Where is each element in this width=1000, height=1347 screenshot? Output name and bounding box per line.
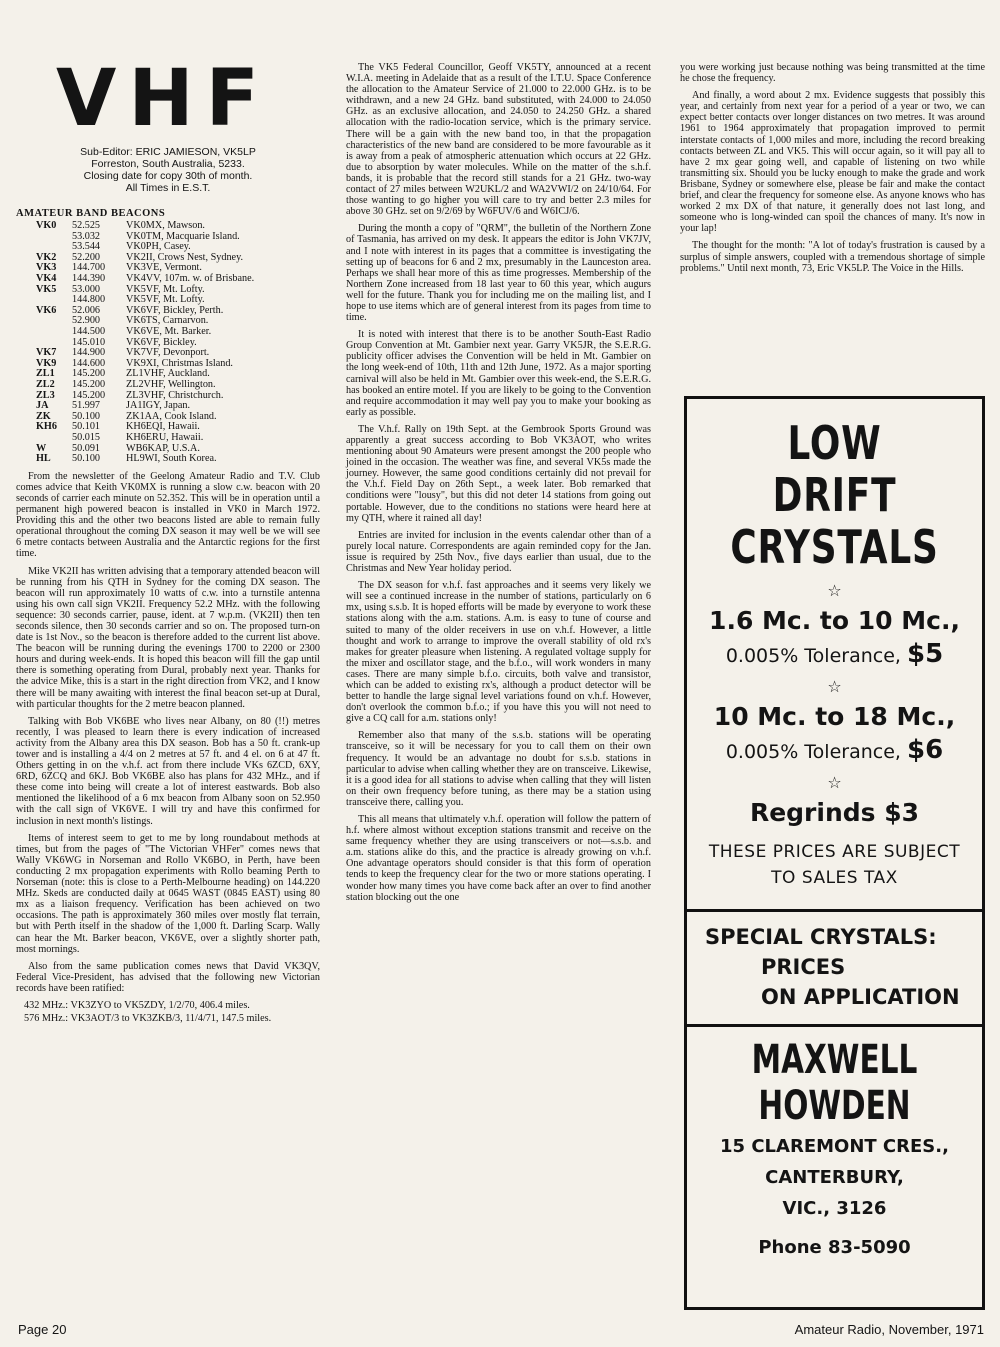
star-icon: ☆: [827, 773, 842, 792]
beacon-prefix: KH6: [36, 421, 57, 433]
ad-price-2: $6: [907, 735, 944, 765]
star-icon: ☆: [827, 581, 842, 600]
subeditor-block: [16, 146, 320, 194]
star-icon: ☆: [827, 677, 842, 696]
ad-address-3: VIC., 3126: [782, 1198, 887, 1219]
ad-special-block: [687, 912, 982, 1024]
subeditor-line: All Times in E.S.T.: [125, 182, 211, 194]
beacon-station: VK6TS, Carnarvon.: [126, 315, 209, 327]
article-paragraph: The VK5 Federal Councillor, Geoff VK5TY, announced at a recent W.I.A. meeting in Adelaide that as a result of the I.T.U. Space Conference the allocation to the Amateur Service of 21.000 to 22.000 GHz. is to be withdrawn, and a new 24 GHz. band substituted, with 24.000 to 24.050 GHz. as an exclusive allocation, and 24.050 to 24.250 GHz. a shared allocation with the radio-location service, which is the primary service. There will be a gain with the new band too, in that the propagation characteristics of the new band are considered to be more favourable as it is away from a peak of atmospheric attenuation which occurs at 22 GHz. due to absorption by water molecules. While on the matter of the s.h.f. bands, it is probable that the record still stands for a 21 GHz. two-way contact of 27 miles between W2UKL/2 and WA2VWI/2 on 24/10/64. For those wanting to go higher you will care to try and better 2.3 miles for above 30 GHz. set on 9/2/69 by W6FUV/6 and W6ICJ/6.: [346, 62, 651, 218]
ad-phone: Phone 83-5090: [758, 1237, 911, 1258]
ad-tolerance-2: [687, 735, 982, 765]
beacon-station: VK4VV, 107m. w. of Brisbane.: [126, 273, 255, 285]
beacon-prefix: VK7: [36, 347, 57, 359]
column-3: [680, 62, 985, 280]
ad-price-1: $5: [907, 639, 944, 669]
beacon-frequency: 53.000: [72, 283, 101, 295]
record-item: 576 MHz.: VK3AOT/3 to VK3ZKB/3, 11/4/71, 147.5 miles.: [24, 1013, 272, 1025]
ad-tax-note-2: TO SALES TAX: [771, 868, 898, 888]
beacon-station: ZL2VHF, Wellington.: [126, 379, 216, 390]
beacon-station: VK6VF, Bickley, Perth.: [126, 304, 224, 316]
ad-special-line: SPECIAL CRYSTALS:: [705, 925, 937, 949]
beacon-station: VK5VF, Mt. Lofty.: [126, 294, 205, 306]
article-paragraph: Talking with Bob VK6BE who lives near Albany, on 80 (!!) metres recently, I was pleased to learn there is every indication of increased activity from the Albany area this DX season. Bob has a 50 ft. crank-up tower and is installing a 4/4 on 2 metres at 57 ft. and 4 el. on 6 at 47 ft. Others getting in on the v.h.f. act from there include VKs 6ZCD, 6XY, 6RD, 6ZCQ and 6KJ. Bob VK6BE also has plans for 432 MHz., and if these come into being will create a lot of interest eastwards. Bob also mentioned the likelihood of a 6 mx beacon from Albany soon on 52.950 with the call sign of VK6VE. I will try and have this confirmed for inclusion in next month's listings.: [16, 715, 320, 827]
beacon-frequency: 144.700: [72, 262, 106, 274]
magazine-issue: Amateur Radio, November, 1971: [794, 1322, 984, 1337]
column-2: [346, 62, 651, 909]
beacon-station: VK0MX, Mawson.: [126, 220, 205, 232]
beacon-frequency: 52.200: [72, 251, 101, 263]
beacon-prefix: JA: [36, 400, 49, 412]
ad-regrinds: Regrinds $3: [749, 798, 920, 827]
beacon-frequency: 52.006: [72, 304, 101, 316]
beacon-frequency: 145.200: [72, 379, 106, 390]
article-paragraph: The V.h.f. Rally on 19th Sept. at the Gembrook Sports Ground was apparently a great success according to Bob VK3AOT, who writes mentioning about 90 Amateurs were present amongst the 200 people who joined in the occasion. The weather was fine, and several VK5s made the journey. However, the same good conditions certainly did not prevail for the V.h.f. Field Day on 26th Sept., a week later. Bob remarked that conditions were "lousy", but this did not deter 14 stations from going out portable. However, due to the conditions no stations were heard here at my QTH, where it rained all day!: [346, 423, 651, 524]
ad-range-1: 1.6 Mc. to 10 Mc.,: [709, 606, 960, 635]
crystals-advertisement: [684, 396, 985, 1310]
beacon-frequency: 145.200: [72, 368, 106, 380]
beacon-frequency: 144.390: [72, 273, 106, 285]
beacon-frequency: 145.200: [72, 389, 106, 401]
column-1: [16, 54, 320, 1026]
beacon-frequency: 144.800: [72, 294, 106, 306]
beacon-station: VK2II, Crows Nest, Sydney.: [126, 251, 244, 263]
ad-divider: [687, 1024, 982, 1027]
beacon-frequency: 50.101: [72, 421, 101, 433]
beacon-frequency: 144.500: [72, 326, 106, 338]
beacon-frequency: 52.525: [72, 220, 101, 232]
ad-range-2: 10 Mc. to 18 Mc.,: [713, 702, 956, 731]
page-number: Page 20: [18, 1322, 67, 1337]
beacon-prefix: ZL3: [36, 389, 55, 401]
article-paragraph: Mike VK2II has written advising that a temporary attended beacon will be running from his QTH in Sydney for the coming DX season. The beacon will run approximately 10 watts of c.w. into a turnstile antenna using his own call sign VK2II. Frequency 52.2 MHz. with the following sequence: 30 seconds carrier, pause, ident. at 7 w.p.m. (VK2II) then ten seconds silence, then 30 seconds carrier and so on. The proposed turn-on date is 1st Nov., so the beacon is therefore added to the current list above. The beacon will be running during the evenings 1700 to 2200 or 2300 hours and during week-ends. It is hoped this beacon will fill the gap until there is something operating from Dural, probably next year. Thanks for the advice Mike, this is a start in the right direction from VK2, and I know there will be many awaiting with interest the final beacon set-up at Dural, with particular thoughts for the 2 metre beacon planned.: [16, 565, 320, 710]
ad-special-line: ON APPLICATION: [761, 985, 960, 1009]
beacons-table: [36, 221, 260, 465]
article-paragraph: The thought for the month: "A lot of today's frustration is caused by a surplus of simple answers, coupled with a tremendous shortage of simple problems." Until next month, 73, Eric VK5LP. The Voice in the Hills.: [680, 240, 985, 274]
beacon-frequency: 50.015: [72, 431, 101, 443]
beacon-prefix: [36, 316, 72, 327]
article-paragraph: you were working just because nothing was being transmitted at the time he chose the frequency.: [680, 62, 985, 85]
records-list: [24, 1000, 320, 1024]
ad-tolerance-1: [687, 639, 982, 669]
beacon-frequency: 50.100: [72, 410, 101, 422]
record-item: 432 MHz.: VK3ZYO to VK5ZDY, 1/2/70, 406.4 miles.: [24, 999, 250, 1011]
beacon-frequency: 144.600: [72, 357, 106, 369]
ad-headline-1: LOW DRIFT: [772, 416, 897, 522]
beacon-prefix: HL: [36, 453, 51, 465]
beacon-station: KH6EQI, Hawaii.: [126, 421, 200, 433]
beacon-station: WB6KAP, U.S.A.: [126, 442, 200, 454]
beacon-prefix: ZL1: [36, 368, 55, 380]
ad-tax-note-1: THESE PRICES ARE SUBJECT: [708, 842, 961, 862]
article-paragraph: It is noted with interest that there is to be another South-East Radio Group Convention at Mt. Gambier next year. Garry VK5JR, the S.E.R.G. publicity officer advises the Convention will be held in Mt. Gambier on the long week-end of 10th, 11th and 12th June, 1972. As a major sporting carnival will also be held in Mt. Gambier over this week-end, the S.E.R.G. has booked an entire motel. If you are likely to be going to the Convention and require accommodation it may well pay you to make your booking as early as possible.: [346, 329, 651, 418]
beacon-prefix: [36, 433, 72, 444]
article-paragraph: This all means that ultimately v.h.f. operation will follow the pattern of h.f. where almost without exception stations transmit and receive on the same frequency whether they are using transceivers or not—s.s.b. and a.m. stations alike do this, and the practice is already growing on v.h.f. One advantage operators should consider is that this form of operation tends to keep the frequency clear for the two or more stations operating. I wonder how many times you have come back after an over to find another station blocking out the one: [346, 814, 651, 903]
beacon-station: ZL1VHF, Auckland.: [126, 368, 210, 380]
beacon-frequency: 145.010: [72, 336, 106, 348]
beacon-station: ZL3VHF, Christchurch.: [126, 389, 224, 401]
beacon-station: VK5VF, Mt. Lofty.: [126, 283, 205, 295]
beacon-station: VK6VE, Mt. Barker.: [126, 326, 212, 338]
beacon-station: VK0TM, Macquarie Island.: [126, 230, 240, 242]
column-3-text: [680, 62, 985, 274]
column-2-text: [346, 62, 651, 903]
article-paragraph: Items of interest seem to get to me by long roundabout methods at times, but from the pages of "The Victorian VHFer" comes news that Wally VK6WG in Norseman and Rollo VK6BO, in Perth, have been conducting 2 mx propagation experiments with Rollo beaming Perth to Norseman (note: this is close to a Perth-Melbourne heading) on 144.220 MHz. Skeds are conducted daily at 0645 WAST (0845 EAST) using 80 mx as a liaison frequency. Verification has been achieved on two occasions. The path is approximately 360 miles over mostly flat terrain, but with Perth itself in the shadow of the 1,000 ft. Darling Scarp. Wally can hear the Mt. Barker beacon, VK6VE, over a slightly shorter path, most mornings.: [16, 832, 320, 955]
ad-address-2: CANTERBURY,: [765, 1167, 904, 1188]
beacon-prefix: VK6: [36, 304, 57, 316]
beacon-row: [36, 380, 260, 391]
column-1-text: [16, 471, 320, 994]
article-paragraph: Remember also that many of the s.s.b. stations will be operating transceive, so it will be necessary for you to call them on their own frequency. It would be an advantage no doubt for s.s.b. stations in particular to advise when calling whether they are on transceive. Likewise, it is a good idea for all stations to advise when calling that they will listen on their own frequency before tuning, as there may be a station using transceive there, calling you.: [346, 730, 651, 808]
beacon-frequency: 50.091: [72, 442, 101, 454]
beacon-prefix: W: [36, 442, 47, 454]
beacon-row: [36, 454, 260, 465]
beacon-frequency: 53.032: [72, 230, 101, 242]
beacon-frequency: 52.900: [72, 315, 101, 327]
beacon-station: VK6VF, Bickley.: [126, 336, 197, 348]
article-paragraph: And finally, a word about 2 mx. Evidence suggests that possibly this year, and certainly from next year for a period of a year or two, we can expect better contacts over longer distances on two metres. It was around 1961 to 1964 approximately that propagation improved to permit interstate contacts of 1,000 miles and more, including the record breaking contacts between ZL and VK5. This will occur again, so it will pay all to have 2 mx gear going well, and capable of listening on two while transmitting six. Should you be lucky enough to make the grade and work Brisbane, Sydney or somewhere else, please be fair and make the contact brief, and clear the frequency for someone else. As anyone knows who has worked 2 mx DX of that nature, it generally does not last long, and someone who is long-winded can spoil the chances of many. It's now in your lap!: [680, 90, 985, 235]
beacon-frequency: 144.900: [72, 347, 106, 359]
ad-special-line: PRICES: [761, 955, 846, 979]
beacon-station: HL9WI, South Korea.: [126, 453, 217, 465]
ad-address-1: 15 CLAREMONT CRES.,: [720, 1136, 949, 1157]
article-paragraph: Entries are invited for inclusion in the events calendar other than of a purely local nature. Correspondents are again reminded copy for the Jan. issue is required by 25th Nov., five days earlier than usual, due to the Christmas and New Year holiday period.: [346, 529, 651, 575]
beacon-station: VK9XI, Christmas Island.: [126, 357, 233, 369]
beacon-station: ZK1AA, Cook Island.: [126, 410, 217, 422]
subeditor-line: Closing date for copy 30th of month.: [83, 170, 253, 182]
beacon-prefix: VK2: [36, 251, 57, 263]
article-paragraph: From the newsletter of the Geelong Amateur Radio and T.V. Club comes advice that Keith VK0MX is running a slow c.w. beacon with 20 seconds of carrier each minute on 52.352. This will be in operation until a permanent high powered beacon is installed in VK0 in March 1972. Providing this and the other two beacons listed are able to remain fully operational throughout the coming DX season it may well be we will see 6 metre contacts between Australia and the Antarctic regions for the first time.: [16, 470, 320, 560]
tolerance-label: 0.005% Tolerance,: [725, 645, 901, 667]
subeditor-line: Sub-Editor: ERIC JAMIESON, VK5LP: [80, 146, 256, 158]
subeditor-line: Forreston, South Australia, 5233.: [91, 158, 245, 170]
beacon-prefix: ZK: [36, 410, 51, 422]
beacon-prefix: [36, 327, 72, 338]
beacon-prefix: VK0: [36, 220, 57, 232]
ad-headline-2: CRYSTALS: [730, 520, 939, 574]
ad-company-name: MAXWELL HOWDEN: [751, 1037, 918, 1129]
beacon-prefix: ZL2: [36, 379, 55, 390]
beacon-prefix: VK3: [36, 262, 57, 274]
article-paragraph: During the month a copy of "QRM", the bulletin of the Northern Zone of Tasmania, has arrived on my desk. It appears the editor is John VK7JV, and I note with interest in its pages that a committee is investigating the setting up of beacons for 6 and 2 mx, presumably in the Launceston area. Perhaps we shall hear more of this as time progresses. Membership of the Northern Zone increased from 18 last year to 60 this year, which augurs well for the future. Thank you for including me on the mailing list, and I hope to use items which are of general interest from its pages from time to time.: [346, 223, 651, 324]
article-paragraph: Also from the same publication comes news that David VK3QV, Federal Vice-President, has advised that the following new Victorian records have been ratified:: [16, 960, 320, 994]
beacon-station: VK7VF, Devonport.: [126, 347, 210, 359]
beacons-heading: AMATEUR BAND BEACONS: [16, 208, 166, 219]
beacon-station: JA1IGY, Japan.: [126, 400, 191, 412]
beacon-frequency: 51.997: [72, 400, 101, 412]
beacon-station: VK0PH, Casey.: [126, 241, 191, 253]
beacon-row: [36, 433, 260, 444]
beacon-station: VK3VE, Vermont.: [126, 262, 202, 274]
tolerance-label: 0.005% Tolerance,: [725, 741, 901, 763]
section-title: VHF: [56, 54, 271, 144]
beacon-frequency: 50.100: [72, 453, 101, 465]
beacon-prefix: [36, 232, 72, 243]
beacon-frequency: 53.544: [72, 241, 101, 253]
beacon-station: KH6ERU, Hawaii.: [126, 431, 204, 443]
beacon-prefix: VK9: [36, 357, 57, 369]
beacon-prefix: VK4: [36, 273, 57, 285]
article-paragraph: The DX season for v.h.f. fast approaches and it seems very likely we will see a continued increase in the number of stations, particularly on 6 mx, using s.s.b. It is hoped efforts will be made by everyone to work these stations along with the a.m. stations. A.m. is easy to tune of course and suited to many of the older receivers in use on v.h.f. However, a little thought and work to arrange to improve the overall stability of old rx's makes for greater pleasure when listening. A regulated voltage supply for the mixer and oscillator stage, and the b.f.o., will work wonders in many cases. There are many simple b.f.o. circuits, both valve and transistor, which can be added to existing rx's, although a product detector will be better to handle the large signal level variations found on v.h.f. However, don't overlook the common b.f.o.; if you have this you will not need to give a CQ call for a.m. stations only!: [346, 580, 651, 725]
beacon-prefix: VK5: [36, 283, 57, 295]
